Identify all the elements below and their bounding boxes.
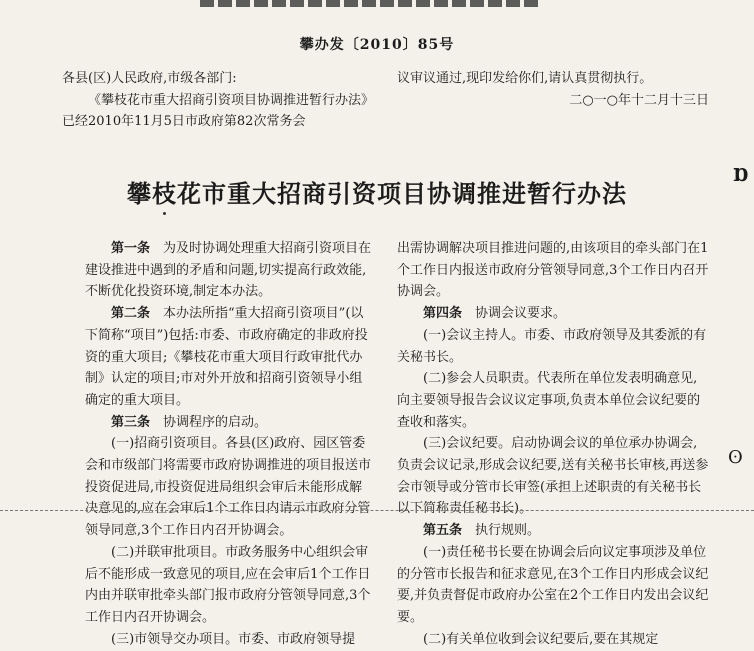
clause-5-2: (二)有关单位收到会议纪要后,要在其规定	[423, 631, 659, 647]
article-text: 协调程序的启动。	[163, 414, 268, 430]
article-text: 为及时协调处理重大招商引资项目在建设推进中遇到的矛盾和问题,切实提高行政效能,不断优化投资环境,制定本办法。	[85, 241, 372, 300]
notice-body-left: 《攀枝花市重大招商引资项目协调推进暂行办法》已经2010年11月5日市政府第82次常务会	[62, 92, 375, 130]
right-column	[397, 238, 709, 650]
clause-5-1: (一)责任秘书长要在协调会后向议定事项涉及单位的分管市长报告和征求意见,在3个工作日内形成会议纪要,并负责督促市政府办公室在2个工作日内发出会议纪要。	[397, 544, 709, 625]
notice-left	[62, 68, 374, 133]
document-title: 攀枝花市重大招商引资项目协调推进暂行办法	[127, 179, 627, 208]
print-speck	[163, 212, 166, 215]
article-4	[397, 303, 709, 325]
page-crease-line	[0, 510, 754, 511]
clause-4-1: (一)会议主持人。市委、市政府领导及其委派的有关秘书长。	[397, 327, 707, 365]
notice-date: 二○一○年十二月十三日	[569, 92, 709, 108]
article-1	[85, 238, 374, 303]
clause-3-3: (三)市领导交办项目。市委、市政府领导提	[111, 631, 356, 647]
article-head: 第五条	[423, 523, 463, 539]
left-column	[85, 238, 374, 650]
article-head: 第三条	[111, 414, 151, 430]
notice-body-right: 议审议通过,现印发给你们,请认真贯彻执行。	[397, 71, 653, 86]
article-head: 第四条	[423, 306, 463, 322]
document-number: 攀办发〔2010〕85号	[299, 37, 455, 53]
clause-3-1: (一)招商引资项目。各县(区)政府、园区管委会和市级部门将需要市政府协调推进的项目报送市投资促进局,市投资促进局组织会审后未能形成解决意见的,应在会审后1个工作日内请示市政府分管领导同意,3个工作日内召开协调会。	[85, 436, 372, 539]
clause-4-3: (三)会议纪要。启动协调会议的单位承办协调会,负责会议记录,形成会议纪要,送有关秘书长审核,再送参会市领导或分管市长审签(承担上述职责的有关秘书长以下简称责任秘书长)。	[397, 436, 709, 517]
article-5	[397, 520, 709, 542]
article-text: 执行规则。	[475, 523, 541, 539]
clause-4-2: (二)参会人员职责。代表所在单位发表明确意见,向主要领导报告会议议定事项,负责本单位会议纪要的查收和落实。	[397, 371, 701, 430]
margin-mark-top: Ɒ	[733, 165, 749, 186]
article-head: 第一条	[111, 241, 151, 256]
notice-right	[397, 68, 709, 111]
notice-greeting: 各县(区)人民政府,市级各部门:	[62, 71, 237, 86]
clause-3-3-cont: 出需协调解决项目推进问题的,由该项目的牵头部门在1个工作日内报送市政府分管领导同意,3个工作日内召开协调会。	[397, 241, 709, 300]
article-text: 协调会议要求。	[475, 306, 567, 322]
article-2	[85, 303, 374, 412]
clause-3-2: (二)并联审批项目。市政务服务中心组织会审后不能形成一致意见的项目,应在会审后1个工作日内由并联审批牵头部门报市政府分管领导同意,3个工作日内召开协调会。	[85, 544, 371, 625]
article-text: 本办法所指“重大招商引资项目”(以下简称“项目”)包括:市委、市政府确定的非政府投资的重大项目;《攀枝花市重大项目行政审批代办制》认定的项目;市对外开放和招商引资领导小组确定的重大项目。	[85, 306, 368, 408]
article-head: 第二条	[111, 306, 151, 322]
cropped-header-strip	[200, 0, 540, 7]
margin-mark-bottom: ʘ	[728, 447, 743, 468]
article-3	[85, 412, 374, 434]
